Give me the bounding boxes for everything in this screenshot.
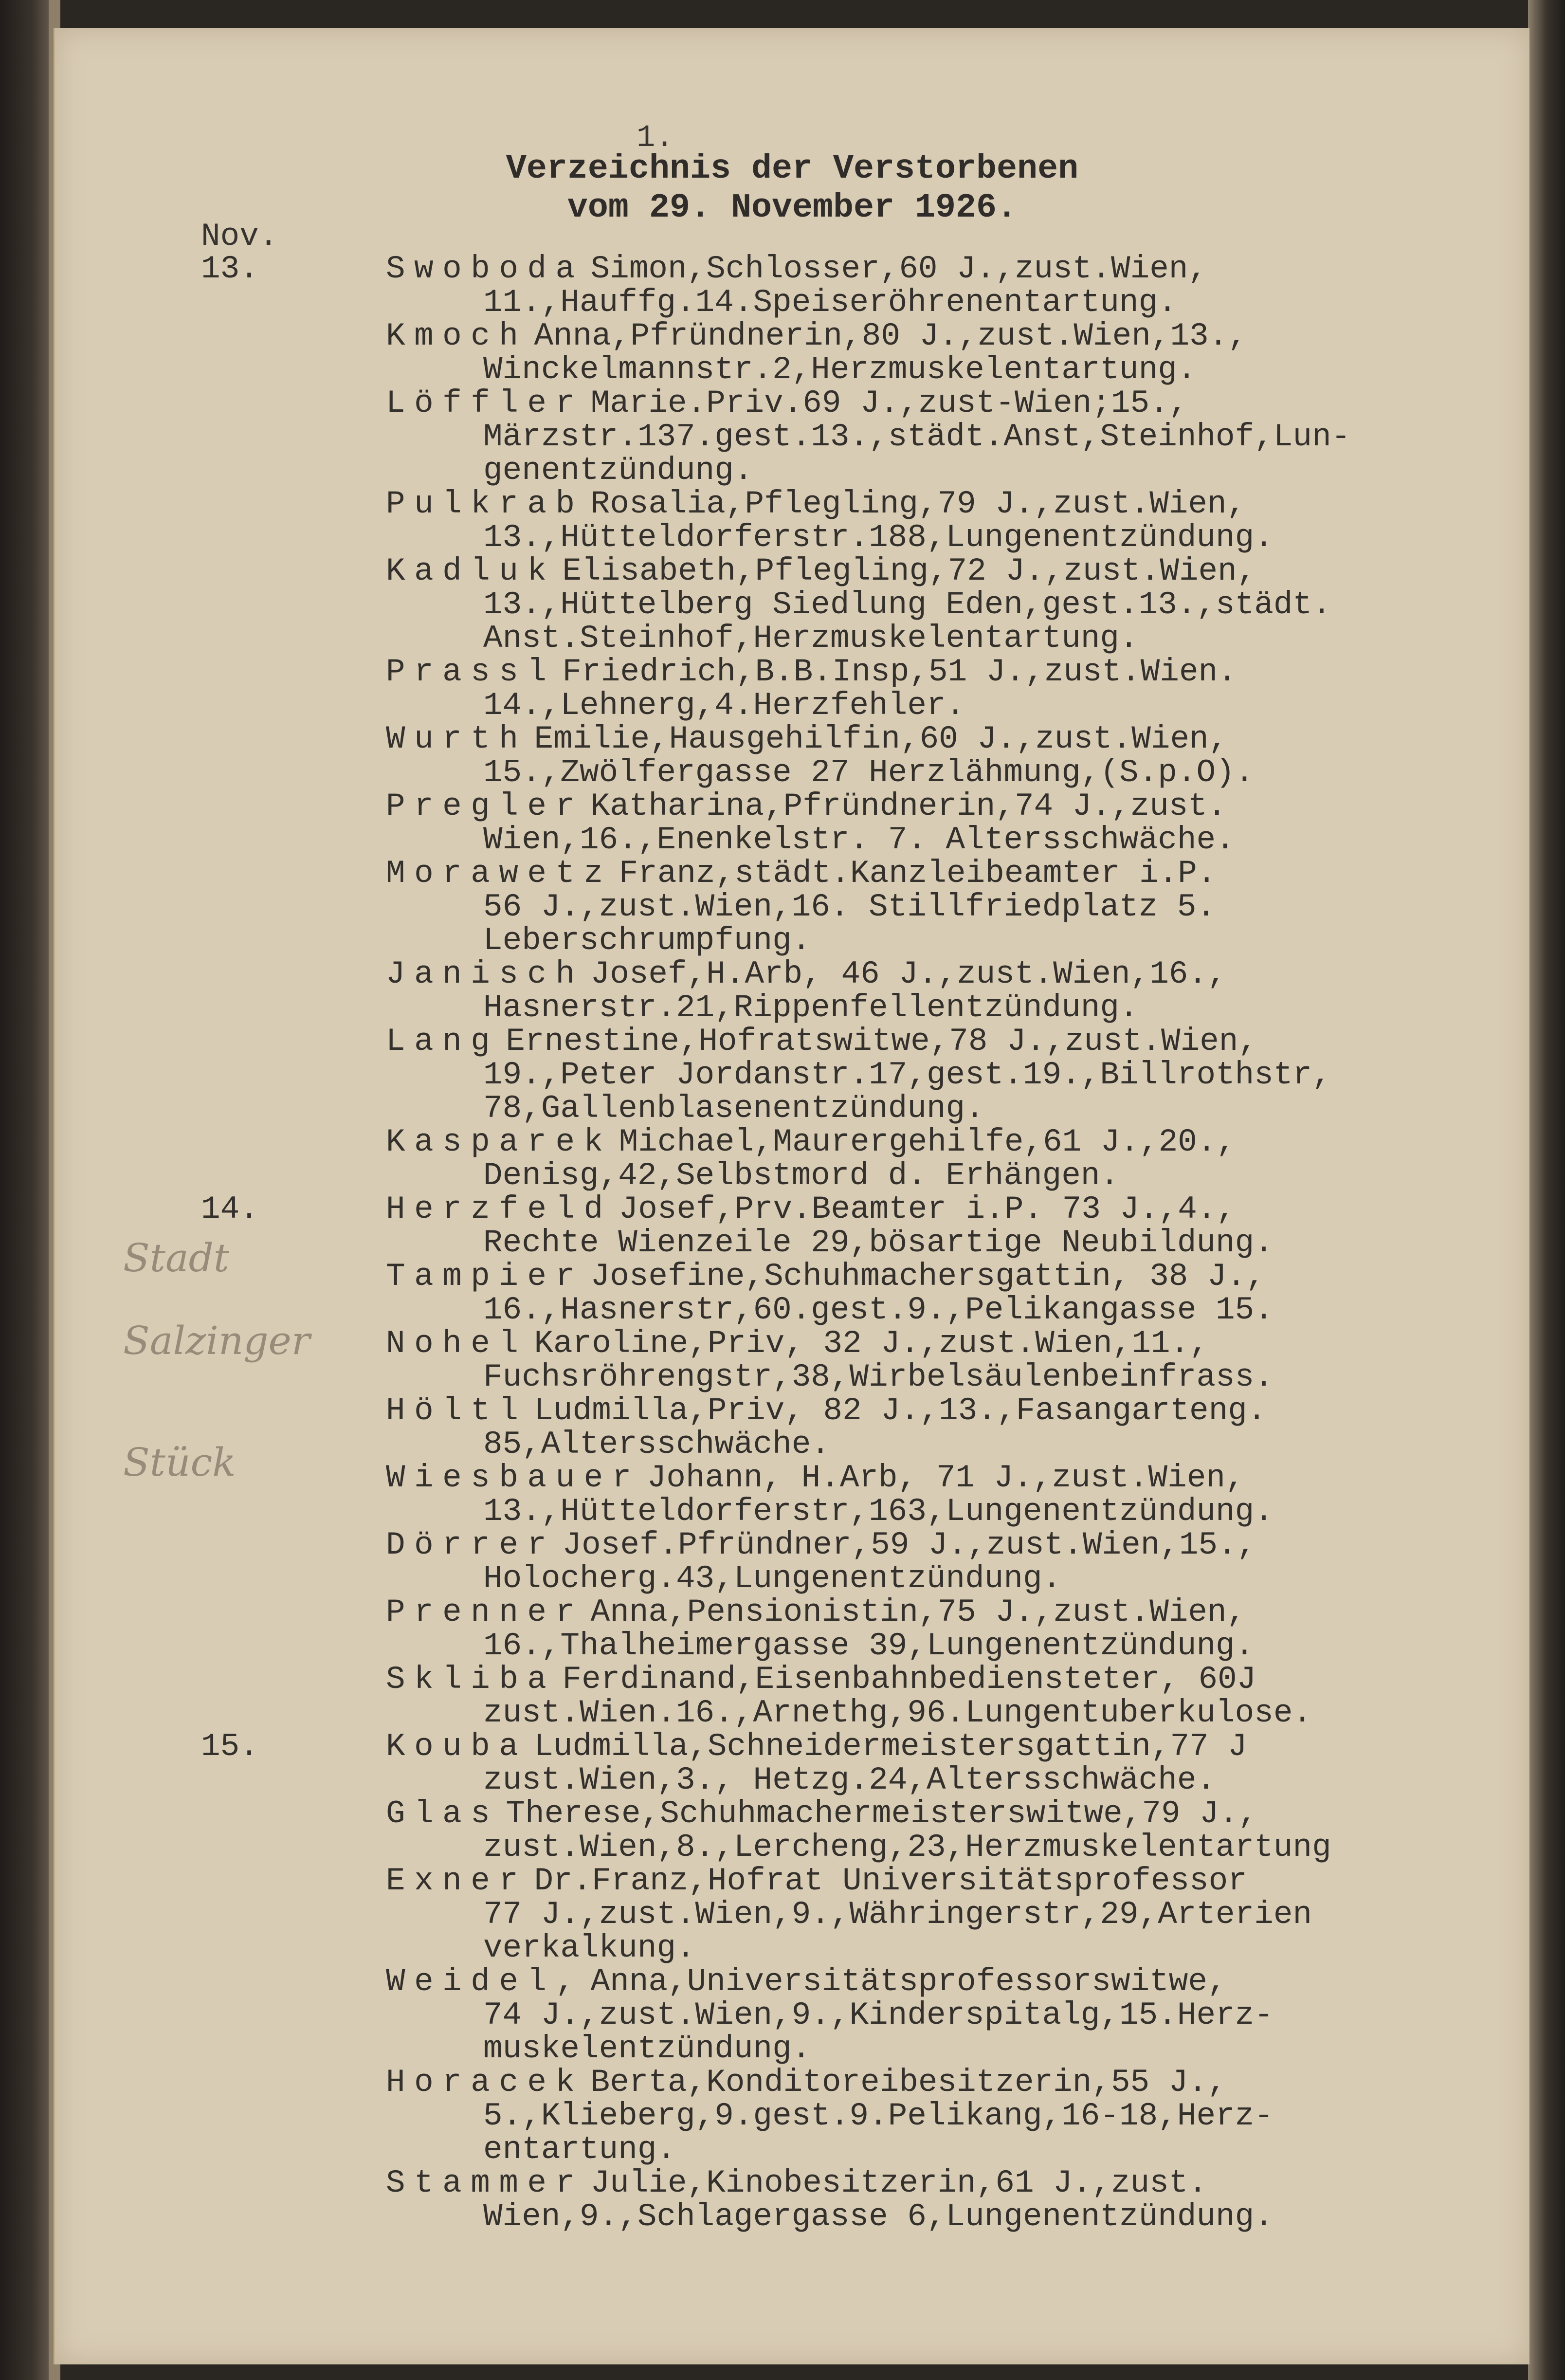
entry-day xyxy=(201,655,386,722)
register-entry xyxy=(201,554,1505,655)
entry-text: Josef,Prv.Beamter i.P. 73 J.,4., xyxy=(619,1191,1236,1227)
entry-line xyxy=(386,722,1505,756)
register-entry xyxy=(201,1192,1505,1260)
entry-body xyxy=(386,857,1505,957)
entry-body xyxy=(386,1327,1505,1394)
entry-text: Rosalia,Pflegling,79 J.,zust.Wien, xyxy=(590,486,1246,522)
register-entry xyxy=(201,1260,1505,1327)
entry-line xyxy=(386,1528,1505,1562)
entry-text: Elisabeth,Pflegling,72 J.,zust.Wien, xyxy=(562,553,1256,589)
entry-text: Karoline,Priv, 32 J.,zust.Wien,11., xyxy=(534,1325,1209,1362)
register-entry xyxy=(201,1663,1505,1730)
entry-body xyxy=(386,1394,1505,1461)
entry-text: Johann, H.Arb, 71 J.,zust.Wien, xyxy=(647,1460,1245,1496)
entry-body xyxy=(386,1025,1505,1125)
register-entry xyxy=(201,1595,1505,1663)
register-entry xyxy=(201,319,1505,386)
entry-line xyxy=(386,2166,1505,2200)
entry-day xyxy=(201,1797,386,1864)
entry-day xyxy=(201,1461,386,1528)
entry-line: Wien,16.,Enenkelstr. 7. Altersschwäche. xyxy=(483,822,1235,858)
entry-surname: Kmoch xyxy=(386,318,528,354)
entry-line: 16.,Hasnerstr,60.gest.9.,Pelikangasse 15. xyxy=(483,1292,1274,1328)
entry-line: 74 J.,zust.Wien,9.,Kinderspitalg,15.Herz- xyxy=(483,1997,1274,2033)
register-entry xyxy=(201,1327,1505,1394)
entry-line: verkalkung. xyxy=(483,1930,695,1966)
register-entry xyxy=(201,386,1505,487)
entry-day xyxy=(201,1663,386,1730)
entry-surname: Höltl xyxy=(386,1392,528,1429)
entry-surname: Stammer xyxy=(386,2165,584,2201)
entry-text: Julie,Kinobesitzerin,61 J.,zust. xyxy=(590,2165,1208,2201)
entry-body xyxy=(386,1192,1505,1260)
register-entry xyxy=(201,1528,1505,1595)
entry-surname: Pregler xyxy=(386,788,584,824)
entry-line: 77 J.,zust.Wien,9.,Währingerstr,29,Arterien xyxy=(483,1896,1312,1933)
entry-line: 56 J.,zust.Wien,16. Stillfriedplatz 5. xyxy=(483,889,1216,925)
entry-day xyxy=(201,957,386,1025)
entry-day xyxy=(201,319,386,386)
entry-day xyxy=(201,1528,386,1595)
entry-line: muskelentzündung. xyxy=(483,2031,811,2067)
entry-day xyxy=(201,2166,386,2234)
entry-line xyxy=(386,857,1505,890)
entry-body xyxy=(386,554,1505,655)
entry-body xyxy=(386,957,1505,1025)
margin-note: Salzinger xyxy=(123,1318,310,1363)
entry-surname: Exner xyxy=(386,1863,528,1899)
entry-text: Anna,Universitätsprofessorswitwe, xyxy=(590,1963,1227,2000)
register-entry xyxy=(201,1125,1505,1192)
entry-line xyxy=(386,1025,1505,1058)
entry-surname: Wiesbauer xyxy=(386,1460,640,1496)
entry-body xyxy=(386,1730,1505,1797)
entry-line xyxy=(386,1965,1505,1998)
entry-line: 19.,Peter Jordanstr.17,gest.19.,Billrothstr, xyxy=(483,1057,1331,1093)
register-entry xyxy=(201,1797,1505,1864)
entry-line: Leberschrumpfung. xyxy=(483,922,811,959)
entry-day xyxy=(201,722,386,789)
entry-line: Wien,9.,Schlagergasse 6,Lungenentzündung. xyxy=(483,2198,1274,2235)
entry-text: Josefine,Schuhmachersgattin, 38 J., xyxy=(590,1258,1265,1295)
entry-body xyxy=(386,1260,1505,1327)
entry-day xyxy=(201,1965,386,2066)
entry-body xyxy=(386,722,1505,789)
register-entry xyxy=(201,957,1505,1025)
entry-line xyxy=(386,487,1505,521)
entry-surname: Kadluk xyxy=(386,553,556,589)
entry-day xyxy=(201,487,386,554)
entry-line: Denisg,42,Selbstmord d. Erhängen. xyxy=(483,1157,1120,1194)
entry-line: 14.,Lehnerg,4.Herzfehler. xyxy=(483,687,965,724)
entry-day: 13. xyxy=(201,251,259,287)
entry-day: 14. xyxy=(201,1191,259,1227)
entry-line xyxy=(386,1663,1505,1696)
entry-body xyxy=(386,655,1505,722)
entry-text: Ludmilla,Schneidermeistersgattin,77 J xyxy=(534,1728,1247,1765)
entry-line: zust.Wien,8.,Lercheng,23,Herzmuskelentartung xyxy=(483,1829,1331,1866)
entry-line xyxy=(386,1327,1505,1360)
entry-surname: Skliba xyxy=(386,1661,556,1698)
entry-line xyxy=(386,319,1505,353)
entry-surname: Herzfeld xyxy=(386,1191,612,1227)
entry-day xyxy=(201,1260,386,1327)
entry-line xyxy=(386,2066,1505,2099)
entry-day xyxy=(201,1595,386,1663)
document-page xyxy=(54,28,1529,2364)
entry-line xyxy=(386,554,1505,588)
register-entry xyxy=(201,1864,1505,1965)
entry-surname: Löffler xyxy=(386,385,584,421)
entry-body xyxy=(386,1864,1505,1965)
entry-line xyxy=(386,252,1505,286)
entry-surname: Prassl xyxy=(386,654,556,690)
entry-line: Rechte Wienzeile 29,bösartige Neubildung. xyxy=(483,1225,1274,1261)
entry-text: Friedrich,B.B.Insp,51 J.,zust.Wien. xyxy=(562,654,1237,690)
margin-note: Stück xyxy=(123,1440,236,1485)
entry-day xyxy=(201,1864,386,1965)
entry-line: 13.,Hüttelberg Siedlung Eden,gest.13.,städt. xyxy=(483,586,1331,623)
entry-line xyxy=(386,1125,1505,1159)
entry-surname: Pulkrab xyxy=(386,486,584,522)
register-entry xyxy=(201,1025,1505,1125)
register-entry xyxy=(201,487,1505,554)
entry-surname: Tampier xyxy=(386,1258,584,1295)
entry-line xyxy=(386,1192,1505,1226)
entry-line: Fuchsröhrengstr,38,Wirbelsäulenbeinfrass. xyxy=(483,1359,1274,1395)
entry-day xyxy=(201,386,386,487)
entry-line: Holocherg.43,Lungenentzündung. xyxy=(483,1560,1062,1597)
margin-note: Stadt xyxy=(123,1235,230,1281)
entry-line xyxy=(386,789,1505,823)
entry-day xyxy=(201,1327,386,1394)
entry-line: Anst.Steinhof,Herzmuskelentartung. xyxy=(483,620,1139,657)
entry-day xyxy=(201,1394,386,1461)
entry-text: Dr.Franz,Hofrat Universitätsprofessor xyxy=(534,1863,1247,1899)
register-entry xyxy=(201,857,1505,957)
entry-text: Berta,Konditoreibesitzerin,55 J., xyxy=(590,2064,1227,2101)
entry-body xyxy=(386,386,1505,487)
entry-line: entartung. xyxy=(483,2131,676,2168)
entry-text: Michael,Maurergehilfe,61 J.,20., xyxy=(619,1124,1236,1160)
entry-body xyxy=(386,319,1505,386)
entry-surname: Janisch xyxy=(386,956,584,992)
entry-line xyxy=(386,1394,1505,1428)
entry-line xyxy=(386,1461,1505,1495)
register-entry xyxy=(201,1965,1505,2066)
entry-line xyxy=(386,1730,1505,1763)
entry-text: Ferdinand,Eisenbahnbediensteter, 60J xyxy=(562,1661,1256,1698)
page-edge xyxy=(1528,0,1565,2380)
entry-day xyxy=(201,1125,386,1192)
entry-line: Hasnerstr.21,Rippenfellentzündung. xyxy=(483,989,1139,1026)
entry-day xyxy=(201,2066,386,2166)
entry-body xyxy=(386,1461,1505,1528)
entry-surname: Lang xyxy=(386,1023,499,1060)
month-label: Nov. xyxy=(201,218,278,255)
entry-line xyxy=(386,1260,1505,1293)
register-entry xyxy=(201,2166,1505,2234)
entry-line: genentzündung. xyxy=(483,452,753,489)
entry-text: Anna,Pfründnerin,80 J.,zust.Wien,13., xyxy=(534,318,1247,354)
entry-surname: Glas xyxy=(386,1795,499,1832)
document-title: Verzeichnis der Verstorbenen xyxy=(506,150,1079,188)
register-entry xyxy=(201,655,1505,722)
entry-surname: Swoboda xyxy=(386,251,584,287)
entry-text: Franz,städt.Kanzleibeamter i.P. xyxy=(619,855,1217,892)
entry-body xyxy=(386,252,1505,319)
death-register-list xyxy=(201,252,1505,2234)
entry-line: 15.,Zwölfergasse 27 Herzlähmung,(S.p.O). xyxy=(483,754,1255,791)
entry-body xyxy=(386,1797,1505,1864)
entry-surname: Dörrer xyxy=(386,1527,556,1563)
entry-text: Therese,Schuhmachermeisterswitwe,79 J., xyxy=(506,1795,1258,1832)
entry-body xyxy=(386,1595,1505,1663)
entry-line: zust.Wien,3., Hetzg.24,Altersschwäche. xyxy=(483,1762,1216,1798)
entry-text: Simon,Schlosser,60 J.,zust.Wien, xyxy=(590,251,1208,287)
register-entry xyxy=(201,722,1505,789)
register-entry xyxy=(201,789,1505,857)
entry-body xyxy=(386,1125,1505,1192)
entry-line xyxy=(386,1595,1505,1629)
register-entry xyxy=(201,1394,1505,1461)
entry-text: Ernestine,Hofratswitwe,78 J.,zust.Wien, xyxy=(506,1023,1258,1060)
entry-line: 13.,Hütteldorferstr,163,Lungenentzündung. xyxy=(483,1493,1274,1530)
entry-text: Ludmilla,Priv, 82 J.,13.,Fasangarteng. xyxy=(534,1392,1267,1429)
entry-line: 5.,Klieberg,9.gest.9.Pelikang,16-18,Herz- xyxy=(483,2098,1274,2134)
entry-body xyxy=(386,1528,1505,1595)
entry-line: 85,Altersschwäche. xyxy=(483,1426,830,1463)
entry-surname: Weidel, xyxy=(386,1963,584,2000)
entry-surname: Horacek xyxy=(386,2064,584,2101)
entry-line xyxy=(386,1797,1505,1831)
entry-day: 15. xyxy=(201,1728,259,1765)
entry-line xyxy=(386,1864,1505,1898)
entry-day xyxy=(201,1025,386,1125)
entry-text: Katharina,Pfründnerin,74 J.,zust. xyxy=(590,788,1227,824)
page-number: 1. xyxy=(637,121,674,156)
register-entry xyxy=(201,2066,1505,2166)
entry-line: Märzstr.137.gest.13.,städt.Anst,Steinhof,Lun- xyxy=(483,419,1351,455)
entry-text: Marie.Priv.69 J.,zust-Wien;15., xyxy=(590,385,1188,421)
entry-line: 11.,Hauffg.14.Speiseröhrenentartung. xyxy=(483,284,1177,321)
entry-text: Emilie,Hausgehilfin,60 J.,zust.Wien, xyxy=(534,721,1228,757)
entry-text: Josef,H.Arb, 46 J.,zust.Wien,16., xyxy=(590,956,1227,992)
entry-line: zust.Wien.16.,Arnethg,96.Lungentuberkulose. xyxy=(483,1695,1312,1731)
entry-text: Anna,Pensionistin,75 J.,zust.Wien, xyxy=(590,1594,1246,1630)
document-date: vom 29. November 1926. xyxy=(567,189,1018,227)
entry-body xyxy=(386,1663,1505,1730)
entry-line xyxy=(386,957,1505,991)
entry-day xyxy=(201,789,386,857)
register-entry xyxy=(201,252,1505,319)
entry-surname: Morawetz xyxy=(386,855,612,892)
book-gutter xyxy=(0,0,54,2380)
entry-surname: Prenner xyxy=(386,1594,584,1630)
entry-line xyxy=(386,386,1505,420)
entry-body xyxy=(386,2166,1505,2234)
entry-body xyxy=(386,2066,1505,2166)
entry-line: 16.,Thalheimergasse 39,Lungenentzündung. xyxy=(483,1628,1255,1664)
entry-line: 13.,Hütteldorferstr.188,Lungenentzündung. xyxy=(483,519,1274,556)
entry-body xyxy=(386,789,1505,857)
entry-body xyxy=(386,487,1505,554)
entry-line: 78,Gallenblasenentzündung. xyxy=(483,1090,984,1127)
entry-line: Winckelmannstr.2,Herzmuskelentartung. xyxy=(483,351,1197,388)
entry-surname: Nohel xyxy=(386,1325,528,1362)
register-entry xyxy=(201,1461,1505,1528)
entry-line xyxy=(386,655,1505,689)
entry-surname: Kouba xyxy=(386,1728,528,1765)
register-entry xyxy=(201,1730,1505,1797)
entry-body xyxy=(386,1965,1505,2066)
entry-surname: Kasparek xyxy=(386,1124,612,1160)
entry-text: Josef.Pfründner,59 J.,zust.Wien,15., xyxy=(562,1527,1256,1563)
entry-day xyxy=(201,554,386,655)
entry-day xyxy=(201,857,386,957)
entry-surname: Wurth xyxy=(386,721,528,757)
